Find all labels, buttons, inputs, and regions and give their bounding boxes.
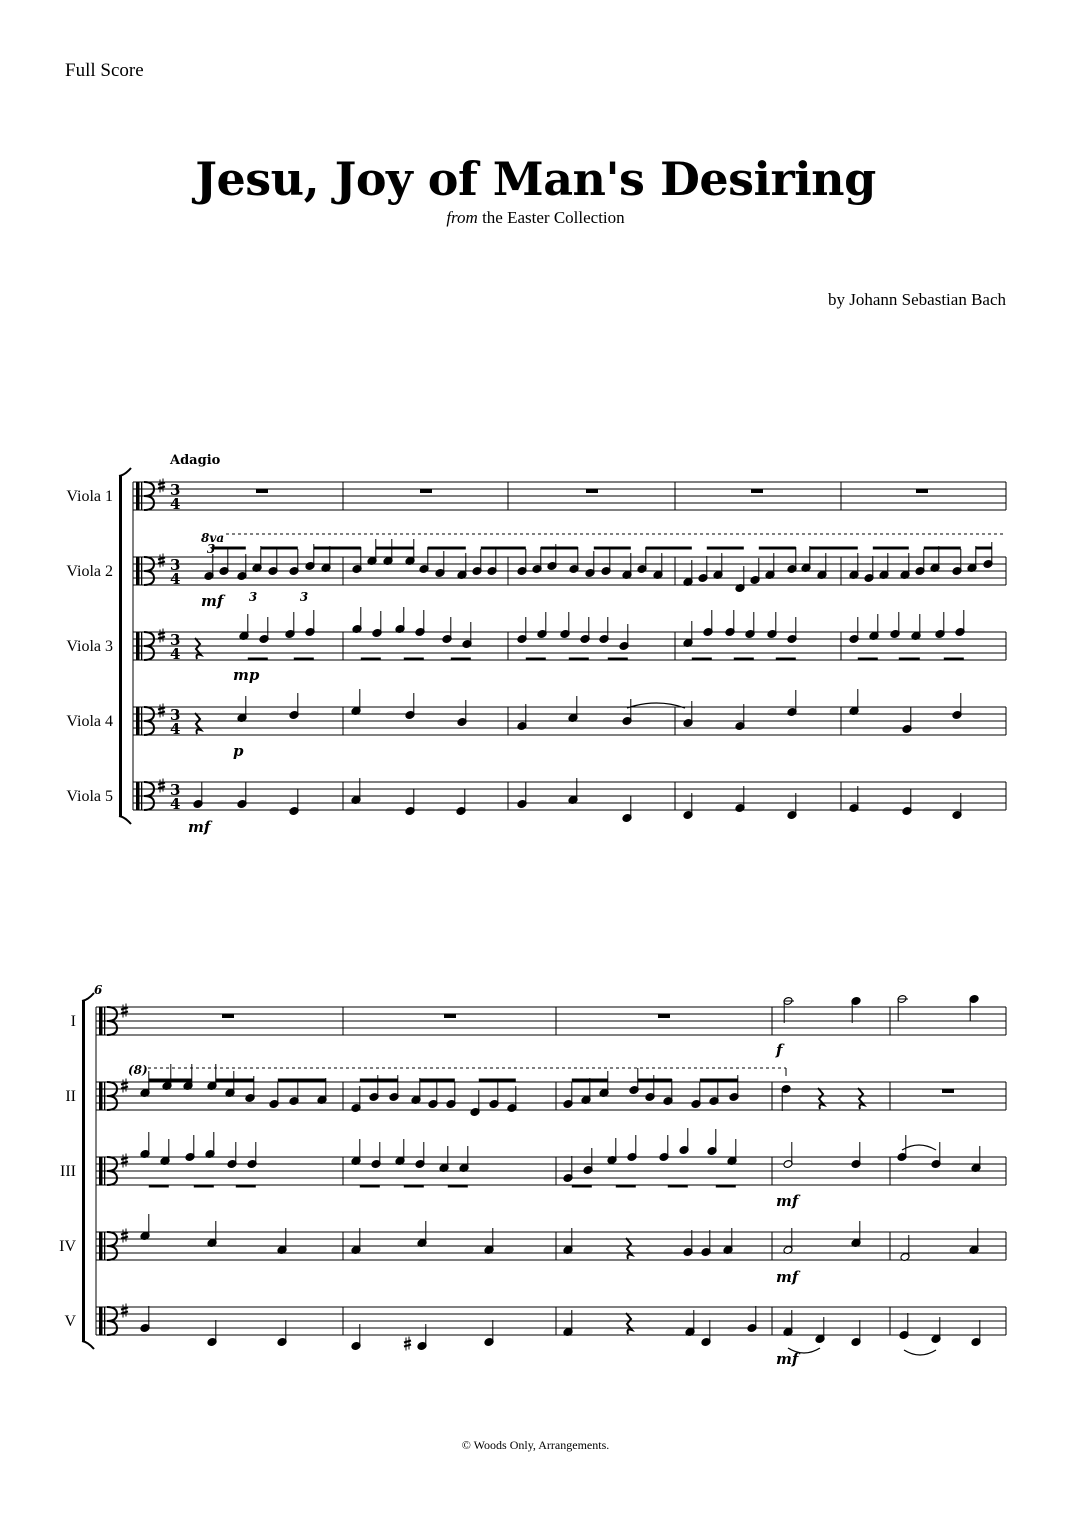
note-head <box>405 539 415 565</box>
note-head <box>237 554 247 580</box>
dynamic-mf: mf <box>776 1268 799 1286</box>
quarter-rest-icon <box>818 1088 824 1109</box>
note-head <box>237 782 247 808</box>
note-head <box>703 610 713 636</box>
dynamic-mf: mf <box>188 818 211 836</box>
note-head <box>289 693 299 719</box>
note-head <box>268 549 278 575</box>
note-head <box>537 612 547 638</box>
whole-rest-icon <box>256 489 268 493</box>
note-head <box>419 547 429 573</box>
note-head <box>801 546 811 572</box>
note-head <box>580 617 590 643</box>
note-head <box>489 1082 499 1108</box>
time-signature-bottom: 4 <box>170 645 181 663</box>
note-head <box>781 1085 791 1111</box>
note-head <box>207 1320 217 1346</box>
whole-rest-icon <box>222 1014 234 1018</box>
sharp-icon <box>404 1337 411 1351</box>
system-bracket <box>82 1001 85 1341</box>
note-head <box>507 1086 517 1112</box>
note-head <box>679 1128 689 1154</box>
note-head <box>902 707 912 733</box>
note-head <box>277 1320 287 1346</box>
dynamic-mf: mf <box>776 1192 799 1210</box>
note-head <box>456 789 466 815</box>
note-head <box>568 696 578 722</box>
note-head <box>247 1142 257 1168</box>
note-head <box>185 1135 195 1161</box>
dynamic-p: p <box>233 742 244 760</box>
note-head <box>869 614 879 640</box>
note-head <box>237 696 247 722</box>
instrument-label: II <box>65 1088 76 1105</box>
note-head <box>930 546 940 572</box>
note-head <box>351 689 361 715</box>
instrument-label: Viola 3 <box>66 638 113 655</box>
note-head <box>601 549 611 575</box>
staff <box>133 482 1006 510</box>
note-head <box>683 793 693 819</box>
staff <box>96 1307 1006 1335</box>
note-head <box>735 786 745 812</box>
note-head <box>899 1313 909 1339</box>
whole-rest-icon <box>444 1014 456 1018</box>
note-head <box>851 1142 861 1168</box>
whole-rest-icon <box>751 489 763 493</box>
note-head <box>683 621 693 647</box>
note-head <box>745 612 755 638</box>
note-head <box>269 1082 279 1108</box>
note-head <box>484 1320 494 1346</box>
copyright-footer: © Woods Only, Arrangements. <box>461 1438 610 1452</box>
dynamic-mp: mp <box>233 666 260 684</box>
note-head <box>352 607 362 633</box>
note-head <box>204 554 214 580</box>
dynamic-mf: mf <box>776 1350 799 1368</box>
note-head <box>252 546 262 572</box>
note-head <box>787 793 797 819</box>
note-head <box>560 612 570 638</box>
staff <box>133 782 1006 810</box>
whole-rest-icon <box>658 1014 670 1018</box>
note-head <box>193 782 203 808</box>
subtitle-collection: the Easter Collection <box>482 208 625 227</box>
staff <box>96 1232 1006 1260</box>
whole-rest-icon <box>916 489 928 493</box>
time-signature-bottom: 4 <box>170 495 181 513</box>
note-head <box>383 539 393 565</box>
note-head <box>725 610 735 636</box>
note-head <box>727 1139 737 1165</box>
note-head <box>517 549 527 575</box>
quarter-rest-icon <box>626 1313 632 1334</box>
staff <box>96 1082 1006 1110</box>
note-head <box>931 1142 941 1168</box>
note-head <box>607 1138 617 1164</box>
quarter-rest-icon <box>626 1238 632 1259</box>
note-head <box>637 547 647 573</box>
note-head <box>890 612 900 638</box>
instrument-label: Viola 2 <box>66 563 113 580</box>
note-head <box>627 1135 637 1161</box>
note-head <box>395 607 405 633</box>
bracket-hook-bottom <box>82 1341 94 1349</box>
note-head <box>849 786 859 812</box>
note-head <box>864 556 874 582</box>
note-head <box>701 1320 711 1346</box>
note-head <box>599 617 609 643</box>
time-signature-top: 3 <box>170 781 181 799</box>
note-head <box>405 693 415 719</box>
bracket-hook-top <box>82 993 94 1001</box>
note-head <box>851 1221 861 1247</box>
note-head <box>517 782 527 808</box>
note-head <box>227 1142 237 1168</box>
quarter-rest-icon <box>858 1088 864 1109</box>
note-head <box>446 1082 456 1108</box>
note-head <box>583 1148 593 1174</box>
note-head <box>599 1071 609 1097</box>
time-signature-top: 3 <box>170 481 181 499</box>
note-head <box>747 1306 757 1332</box>
note-head <box>457 700 467 726</box>
note-head <box>849 689 859 715</box>
note-head <box>622 699 632 725</box>
time-signature-top: 3 <box>170 631 181 649</box>
sharp-icon <box>158 779 165 793</box>
note-head <box>439 1146 449 1172</box>
instrument-label: I <box>70 1013 76 1030</box>
note-head <box>915 549 925 575</box>
note-head <box>517 704 527 730</box>
triplet-label: 3 <box>248 590 258 604</box>
ottava-continue-label: (8) <box>128 1063 148 1077</box>
note-head <box>935 612 945 638</box>
note-head <box>395 1139 405 1165</box>
note-head <box>952 693 962 719</box>
note-head <box>289 789 299 815</box>
note-head <box>405 789 415 815</box>
note-head <box>415 610 425 636</box>
whole-rest-icon <box>420 489 432 493</box>
whole-rest-icon <box>586 489 598 493</box>
instrument-label: III <box>60 1163 76 1180</box>
note-head <box>351 1086 361 1112</box>
note-head <box>352 547 362 573</box>
note-head <box>563 1082 573 1108</box>
note-head <box>205 1132 215 1158</box>
note-head <box>371 1142 381 1168</box>
note-head <box>207 1221 217 1247</box>
note-head <box>239 614 249 640</box>
instrument-label: V <box>64 1313 76 1330</box>
note-head <box>219 549 229 575</box>
bracket-hook-bottom <box>119 816 131 824</box>
note-head <box>952 549 962 575</box>
note-head <box>472 549 482 575</box>
sharp-icon <box>158 704 165 718</box>
note-head <box>140 1214 150 1240</box>
time-signature-top: 3 <box>170 556 181 574</box>
quarter-rest-icon <box>195 713 201 734</box>
note-head <box>367 539 377 565</box>
sharp-icon <box>158 479 165 493</box>
instrument-label: IV <box>59 1238 76 1255</box>
time-signature-bottom: 4 <box>170 570 181 588</box>
note-head <box>563 1156 573 1182</box>
triplet-label: 3 <box>206 542 216 556</box>
note-head <box>735 566 745 592</box>
time-signature-bottom: 4 <box>170 795 181 813</box>
note-head <box>659 1135 669 1161</box>
note-head <box>225 1071 235 1097</box>
note-head <box>285 612 295 638</box>
note-head <box>783 1142 793 1168</box>
bracket-hook-top <box>119 468 131 476</box>
note-head <box>691 1082 701 1108</box>
note-head <box>487 549 497 575</box>
tie <box>904 1350 936 1355</box>
instrument-label: Viola 4 <box>66 713 113 730</box>
note-head <box>321 546 331 572</box>
score-label: Full Score <box>65 60 144 81</box>
time-signature-bottom: 4 <box>170 720 181 738</box>
note-head <box>289 549 299 575</box>
instrument-label: Viola 1 <box>66 488 113 505</box>
note-head <box>532 547 542 573</box>
note-head <box>983 542 993 568</box>
note-head <box>428 1082 438 1108</box>
subtitle-from: from <box>446 208 478 227</box>
note-head <box>629 1068 639 1094</box>
tempo-marking: Adagio <box>170 453 221 468</box>
sharp-icon <box>121 1079 128 1093</box>
note-head <box>849 617 859 643</box>
note-head <box>787 547 797 573</box>
note-head <box>305 610 315 636</box>
note-head <box>459 1146 469 1172</box>
note-head <box>663 1079 673 1105</box>
note-head <box>351 1139 361 1165</box>
note-head <box>911 614 921 640</box>
note-head <box>569 547 579 573</box>
note-head <box>259 617 269 643</box>
note-head <box>417 1221 427 1247</box>
dynamic-f: f <box>776 1041 783 1059</box>
triplet-label: 3 <box>299 590 309 604</box>
note-head <box>683 1230 693 1256</box>
system-bracket <box>119 476 122 816</box>
note-head <box>619 624 629 650</box>
note-head <box>735 704 745 730</box>
note-head <box>851 1320 861 1346</box>
note-head <box>709 1079 719 1105</box>
note-head <box>902 789 912 815</box>
sharp-icon <box>121 1004 128 1018</box>
note-head <box>701 1230 711 1256</box>
note-head <box>289 1079 299 1105</box>
sharp-icon <box>158 629 165 643</box>
note-head <box>969 995 979 1021</box>
note-head <box>851 997 861 1023</box>
staff <box>133 557 1006 585</box>
note-head <box>952 793 962 819</box>
note-head <box>707 1129 717 1155</box>
note-head <box>415 1142 425 1168</box>
note-head <box>517 617 527 643</box>
note-head <box>767 612 777 638</box>
note-head <box>971 1146 981 1172</box>
note-head <box>140 1132 150 1158</box>
staff <box>96 1007 1006 1035</box>
sharp-icon <box>121 1304 128 1318</box>
note-head <box>160 1139 170 1165</box>
note-head <box>787 690 797 716</box>
note-head <box>372 611 382 637</box>
measure-number: 6 <box>94 983 103 997</box>
instrument-label: Viola 5 <box>66 788 113 805</box>
note-head <box>442 617 452 643</box>
note-head <box>967 546 977 572</box>
whole-rest-icon <box>942 1089 954 1093</box>
tie <box>902 1145 936 1150</box>
note-head <box>787 617 797 643</box>
sharp-icon <box>121 1229 128 1243</box>
sharp-icon <box>158 554 165 568</box>
composer: by Johann Sebastian Bach <box>828 290 1006 309</box>
note-head <box>140 1306 150 1332</box>
note-head <box>698 556 708 582</box>
sharp-icon <box>121 1154 128 1168</box>
page-title: Jesu, Joy of Man's Desiring <box>195 152 876 206</box>
note-head <box>971 1320 981 1346</box>
quarter-rest-icon <box>195 638 201 659</box>
note-head <box>462 622 472 648</box>
dynamic-mf: mf <box>201 592 224 610</box>
note-head <box>955 610 965 636</box>
ottava-label: 8va <box>201 531 225 545</box>
time-signature-top: 3 <box>170 706 181 724</box>
note-head <box>622 796 632 822</box>
